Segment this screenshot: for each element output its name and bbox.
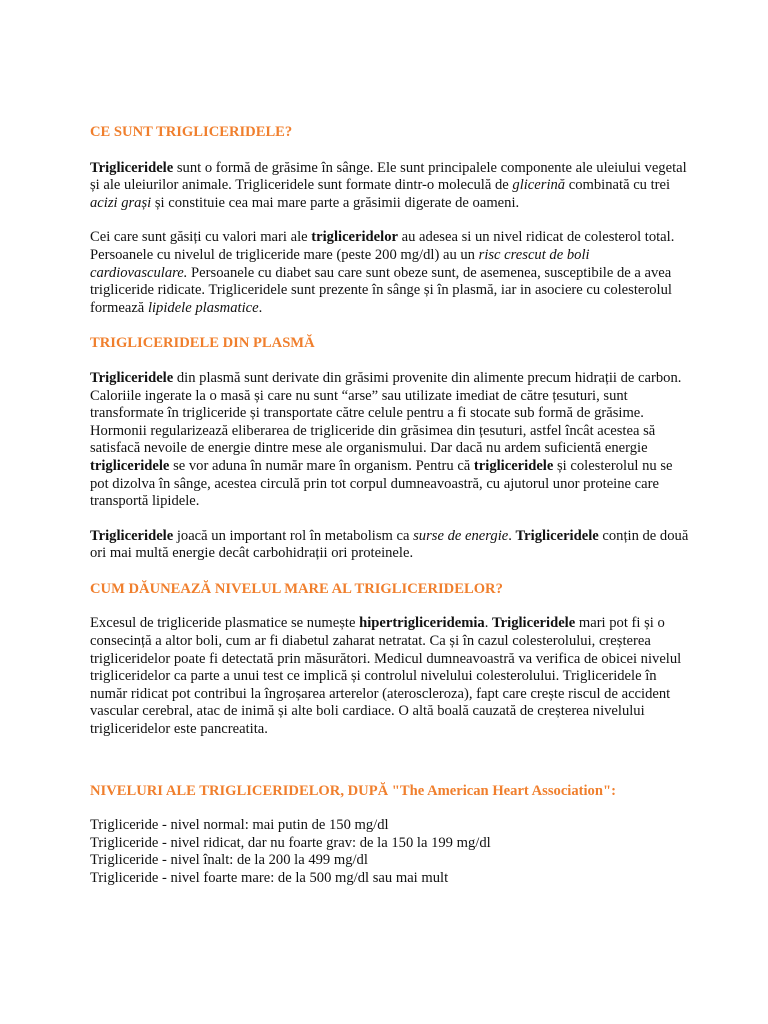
paragraph-plasma (90, 370, 690, 511)
bold-term: Trigliceridele (90, 369, 174, 386)
bold-term: Trigliceridele (90, 527, 174, 544)
bold-term: hipertrigliceridemia (359, 615, 485, 632)
text-run: au adesea si un nivel ridicat de colesterol total. Persoanele cu nivelul de trigliceride mare (peste 200 mg/dl) au un (90, 229, 675, 263)
italic-term: acizi grași (90, 194, 152, 211)
italic-term: glicerină (512, 177, 566, 194)
paragraph-energy (90, 528, 690, 563)
bold-term: Trigliceridele (492, 615, 576, 632)
text-run: mari pot fi și o consecință a altor boli, cum ar fi diabetul zaharat netratat. Ca și în cazul colesterolului, creșterea trigliceridelor poate fi detectată prin măsurători. Medicul dumneavoastră va verifica de obicei nivelul trigliceridelor ca parte a unui test ce implică și controlul nivelului colesterolului. Trigliceridele în număr ridicat pot contribui la îngroșarea arterelor (ateroscleroza), fapt care crește riscul de accident vascular cerebral, atac de inimă și alte boli cardiace. O altă boală cauzată de creșterea nivelului trigliceridelor este pancreatita. (90, 615, 682, 738)
italic-term: lipidele plasmatice (147, 299, 259, 316)
text-run: combinată cu trei (565, 177, 671, 194)
text-run: . (258, 299, 263, 316)
text-run: și colesterolul nu se pot dizolva în sânge, acestea circulă prin tot corpul dumneavoastră, cu ajutorul unor proteine care transportă lipidele. (90, 457, 673, 510)
italic-term: risc crescut de boli cardiovasculare. (90, 246, 590, 281)
bold-term: Trigliceridele (515, 527, 599, 544)
bold-term: trigliceridelor (311, 229, 398, 246)
italic-term: surse de energie (413, 527, 509, 544)
level-item-high: Trigliceride - nivel înalt: de la 200 la 499 mg/dl (90, 852, 368, 869)
text-run: și constituie cea mai mare parte a grăsimii digerate de oameni. (151, 194, 520, 211)
bold-term: trigliceridele (473, 457, 554, 474)
paragraph-harm (90, 615, 690, 738)
levels-list (90, 817, 690, 887)
level-item-borderline: Trigliceride - nivel ridicat, dar nu foarte grav: de la 150 la 199 mg/dl (90, 834, 491, 851)
paragraph-risk (90, 229, 690, 317)
text-run: conțin de două ori mai multă energie decât carbohidrații ori proteinele. (90, 527, 689, 562)
document-page (90, 124, 690, 888)
text-run: joacă un important rol în metabolism ca (173, 527, 414, 544)
text-run: Cei care sunt găsiți cu valori mari ale (90, 229, 312, 246)
text-run: din plasmă sunt derivate din grăsimi provenite din alimente precum hidrații de carbon. Caloriile ingerate la o masă și care nu sunt “arse” sau utilizate imediat de către țesuturi, sunt transformate în trigliceride și transportate către celule pentru a fi stocate sub formă de grăsime. Hormonii regularizează eliberarea de trigliceride din grăsimea din țesuturi, astfel încât acestea să satisfacă nevoile de energie dintre mese ale organismului. Dar dacă nu ardem suficientă energie (90, 369, 682, 457)
text-run: Excesul de trigliceride plasmatice se numește (90, 615, 360, 632)
bold-term: trigliceridele (90, 457, 170, 474)
text-run: sunt o formă de grăsime în sânge. Ele sunt principalele componente ale uleiului vegetal și ale uleiurilor animale. Trigliceridele sunt formate dintr-o moleculă de (90, 159, 687, 194)
bold-term: Trigliceridele (90, 159, 174, 176)
level-item-very-high: Trigliceride - nivel foarte mare: de la 500 mg/dl sau mai mult (90, 870, 449, 886)
paragraph-definition (90, 160, 690, 213)
section-heading-plasma-triglycerides: TRIGLICERIDELE DIN PLASMĂ (90, 335, 315, 352)
text-run: Persoanele cu diabet sau care sunt obeze sunt, de asemenea, susceptibile de a avea trigliceride ridicate. Trigliceridele sunt prezente în sânge și în plasmă, iar in asociere cu colesterolul formează (90, 264, 672, 316)
section-heading-what-are-triglycerides: CE SUNT TRIGLICERIDELE? (90, 124, 293, 140)
level-item-normal: Trigliceride - nivel normal: mai putin de 150 mg/dl (90, 817, 389, 834)
text-run: . (484, 615, 493, 632)
section-heading-harm: CUM DĂUNEAZĂ NIVELUL MARE AL TRIGLICERIDELOR? (90, 580, 503, 597)
text-run: se vor aduna în număr mare în organism. Pentru că (169, 457, 474, 474)
text-run: . (508, 527, 516, 544)
section-heading-levels: NIVELURI ALE TRIGLICERIDELOR, DUPĂ "The American Heart Association": (90, 782, 616, 799)
